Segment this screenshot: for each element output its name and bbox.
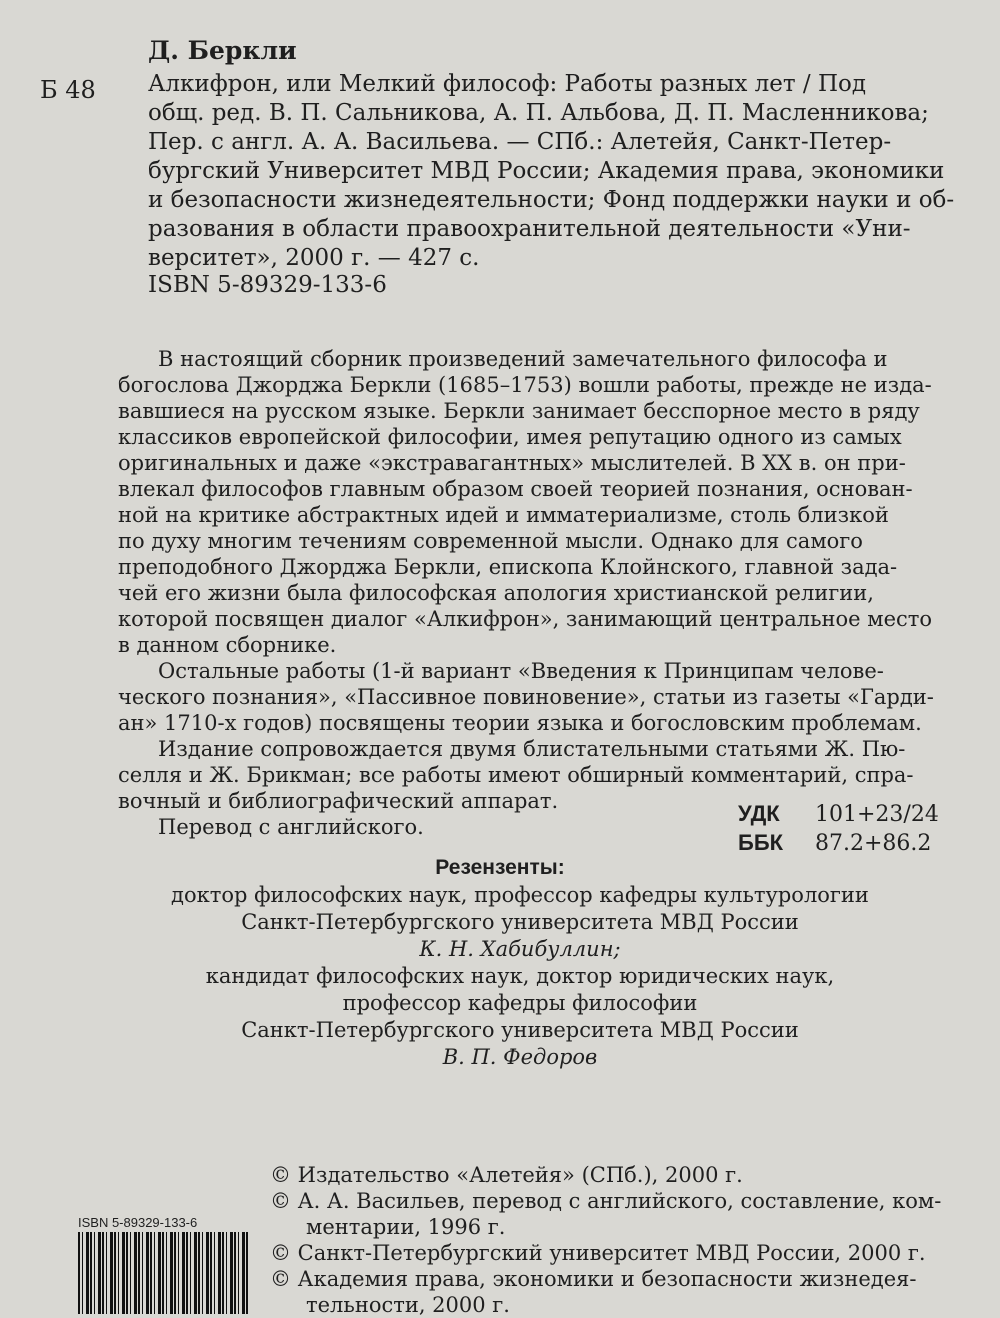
bibliographic-line: и безопасности жизнедеятельности; Фонд поддержки науки и об- <box>148 187 955 213</box>
annotation-line: ной на критике абстрактных идей и имматериализме, столь близкой <box>118 503 889 527</box>
bibliographic-line: общ. ред. В. П. Сальникова, А. П. Альбова, Д. П. Масленникова; <box>148 100 929 126</box>
udk-row <box>738 800 939 829</box>
annotation-line: селля и Ж. Брикман; все работы имеют обширный комментарий, спра- <box>118 763 914 787</box>
reviewer-line: профессор кафедры философии <box>342 991 698 1015</box>
bibliographic-line: верситет», 2000 г. — 427 с. <box>148 245 480 271</box>
barcode <box>78 1215 250 1315</box>
copyright-line: © Академия права, экономики и безопасности жизнедея- <box>270 1267 917 1291</box>
annotation-line: Издание сопровождается двумя блистательными статьями Ж. Пю- <box>158 737 906 761</box>
author-name: Д. Беркли <box>148 36 297 65</box>
reviewer-line: Санкт-Петербургского университета МВД России <box>241 910 799 934</box>
bibliographic-line: Пер. с англ. А. А. Васильева. — СПб.: Алетейя, Санкт-Петер- <box>148 129 892 155</box>
annotation <box>118 346 934 840</box>
reviewer-line: К. Н. Хабибуллин; <box>419 937 621 961</box>
isbn: ISBN 5-89329-133-6 <box>148 272 387 298</box>
classification-codes <box>738 800 939 858</box>
copyright-block <box>270 1162 942 1318</box>
barcode-bars <box>78 1232 250 1314</box>
annotation-line: классиков европейской философии, имея репутацию одного из самых <box>118 425 902 449</box>
annotation-line: ан» 1710-х годов) посвящены теории языка и богословским проблемам. <box>118 711 922 735</box>
bibliographic-line: бургский Университет МВД России; Академия права, экономики <box>148 158 945 184</box>
annotation-line: в данном сборнике. <box>118 633 337 657</box>
annotation-line: преподобного Джорджа Беркли, епископа Клойнского, главной зада- <box>118 555 898 579</box>
bibliographic-line: разования в области правоохранительной деятельности «Уни- <box>148 216 911 242</box>
annotation-line: Остальные работы (1-й вариант «Введения к Принципам челове- <box>158 659 884 683</box>
reviewer-line: доктор философских наук, профессор кафедры культурологии <box>171 883 869 907</box>
udk-value: 101+23/24 <box>815 802 939 827</box>
copyright-line: © А. А. Васильев, перевод с английского, составление, ком- <box>270 1189 942 1213</box>
annotation-line: оригинальных и даже «экстравагантных» мыслителей. В XX в. он при- <box>118 451 906 475</box>
reviewer-line: кандидат философских наук, доктор юридических наук, <box>205 964 835 988</box>
bibliographic-line: Алкифрон, или Мелкий философ: Работы разных лет / Под <box>148 71 867 97</box>
copyright-line: © Санкт-Петербургский университет МВД России, 2000 г. <box>270 1241 926 1265</box>
annotation-line: чей его жизни была философская апология христианской религии, <box>118 581 874 605</box>
copyright-line: © Издательство «Алетейя» (СПб.), 2000 г. <box>270 1163 743 1187</box>
annotation-line: влекал философов главным образом своей теорией познания, основан- <box>118 477 913 501</box>
annotation-line: вочный и библиографический аппарат. <box>118 789 559 813</box>
copyright-line: тельности, 2000 г. <box>306 1293 510 1317</box>
annotation-line: вавшиеся на русском языке. Беркли занимает бесспорное место в ряду <box>118 399 920 423</box>
reviewers-list <box>120 882 920 1071</box>
barcode-isbn: ISBN 5-89329-133-6 <box>78 1215 198 1230</box>
reviewer-line: В. П. Федоров <box>442 1045 598 1069</box>
reviewers-title: Резензенты: <box>435 856 565 879</box>
bibliographic-record <box>148 70 955 273</box>
udk-label: УДК <box>738 801 780 826</box>
annotation-line: ческого познания», «Пассивное повиновение», статьи из газеты «Гарди- <box>118 685 934 709</box>
annotation-line: В настоящий сборник произведений замечательного философа и <box>158 347 888 371</box>
bbk-row <box>738 829 939 858</box>
catalog-code: Б 48 <box>40 76 96 104</box>
annotation-line: по духу многим течениям современной мысли. Однако для самого <box>118 529 863 553</box>
annotation-line: которой посвящен диалог «Алкифрон», занимающий центральное место <box>118 607 933 631</box>
bbk-value: 87.2+86.2 <box>815 831 932 856</box>
copyright-line: ментарии, 1996 г. <box>306 1215 506 1239</box>
annotation-line: Перевод с английского. <box>158 815 424 839</box>
bbk-label: ББК <box>738 830 784 855</box>
annotation-line: богослова Джорджа Беркли (1685–1753) вошли работы, прежде не изда- <box>118 373 932 397</box>
reviewer-line: Санкт-Петербургского университета МВД России <box>241 1018 799 1042</box>
